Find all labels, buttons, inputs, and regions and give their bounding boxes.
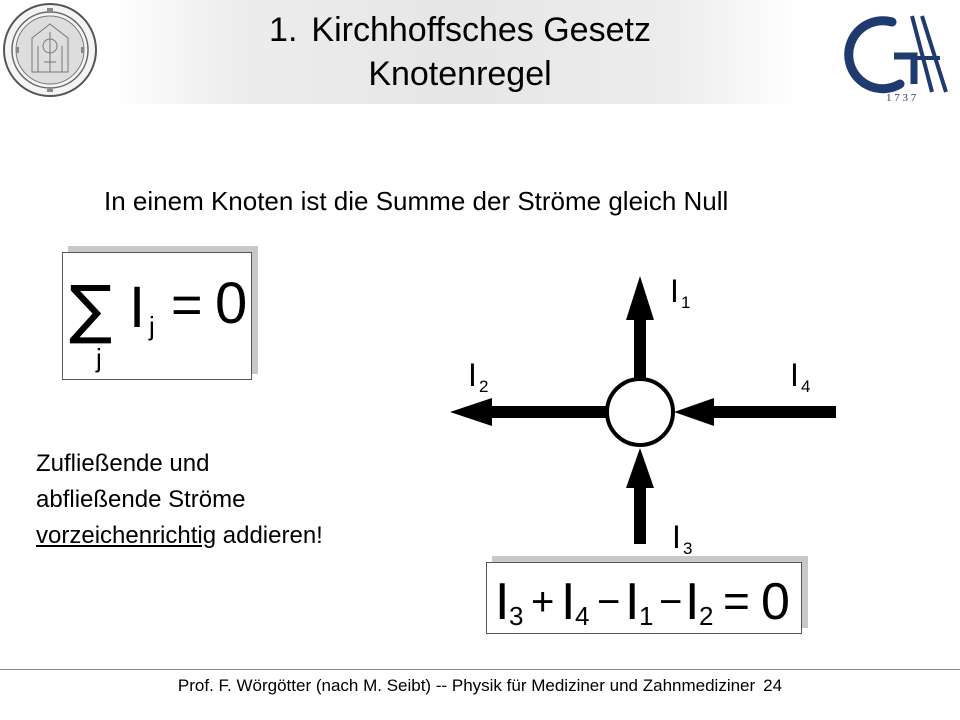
eq-term-2: I xyxy=(561,573,576,631)
arrow-i2-out-left xyxy=(450,398,612,426)
current-index: j xyxy=(149,311,155,341)
footer-text: Prof. F. Wörgötter (nach M. Seibt) -- Physik für Mediziner und Zahnmediziner xyxy=(177,676,756,695)
slide-footer xyxy=(0,676,960,696)
title-line1: Kirchhoffsches Gesetz xyxy=(311,11,651,49)
label-i1: I xyxy=(670,273,679,309)
eq-term-3-sub: 1 xyxy=(639,601,654,631)
note-line1: Zufließende und xyxy=(36,450,210,477)
eq-term-2-sub: 4 xyxy=(575,601,590,631)
eq-equals: = xyxy=(723,575,750,627)
eq-zero: 0 xyxy=(761,573,790,631)
eq-term-4: I xyxy=(685,573,700,631)
eq-term-1-sub: 3 xyxy=(509,601,524,631)
label-i1-sub: 1 xyxy=(681,293,691,312)
footer-divider xyxy=(0,669,960,670)
title-number: 1. xyxy=(269,11,298,49)
node-diagram xyxy=(440,262,840,562)
ga-monogram-logo-icon xyxy=(842,4,954,104)
sign-note xyxy=(36,446,323,554)
sum-formula-box xyxy=(62,252,252,380)
logo-year: 1 7 3 7 xyxy=(886,92,917,104)
equals-symbol: = xyxy=(171,275,203,335)
title-line2: Knotenregel xyxy=(368,55,552,93)
university-seal-icon xyxy=(2,2,98,98)
node-circle xyxy=(607,379,673,445)
note-line2: abfließende Ströme xyxy=(36,486,246,513)
label-i3: I xyxy=(672,519,681,555)
page-title xyxy=(160,8,760,96)
eq-term-4-sub: 2 xyxy=(699,601,714,631)
node-equation-box xyxy=(486,562,802,634)
arrow-i1-out-up xyxy=(626,276,654,382)
note-line3-rest: addieren! xyxy=(216,522,323,549)
zero-symbol: 0 xyxy=(215,271,248,336)
eq-op-4: − xyxy=(659,580,683,624)
label-i2-sub: 2 xyxy=(479,377,489,396)
arrow-i3-in-up xyxy=(626,448,654,544)
current-symbol: I xyxy=(129,275,146,340)
label-i4: I xyxy=(790,357,799,393)
eq-term-1: I xyxy=(495,573,510,631)
eq-term-3: I xyxy=(625,573,640,631)
sigma-symbol: ∑ xyxy=(69,273,113,347)
label-i3-sub: 3 xyxy=(683,539,693,558)
label-i2: I xyxy=(468,357,477,393)
note-underlined-word: vorzeichenrichtig xyxy=(36,522,217,549)
page-number: 24 xyxy=(763,676,783,695)
label-i4-sub: 4 xyxy=(801,377,811,396)
arrow-i4-in-left xyxy=(674,398,836,426)
node-rule-statement: In einem Knoten ist die Summe der Ströme gleich Null xyxy=(104,186,729,216)
sum-index: j xyxy=(96,343,102,373)
eq-op-3: − xyxy=(597,580,621,624)
eq-op-2: + xyxy=(531,580,555,624)
